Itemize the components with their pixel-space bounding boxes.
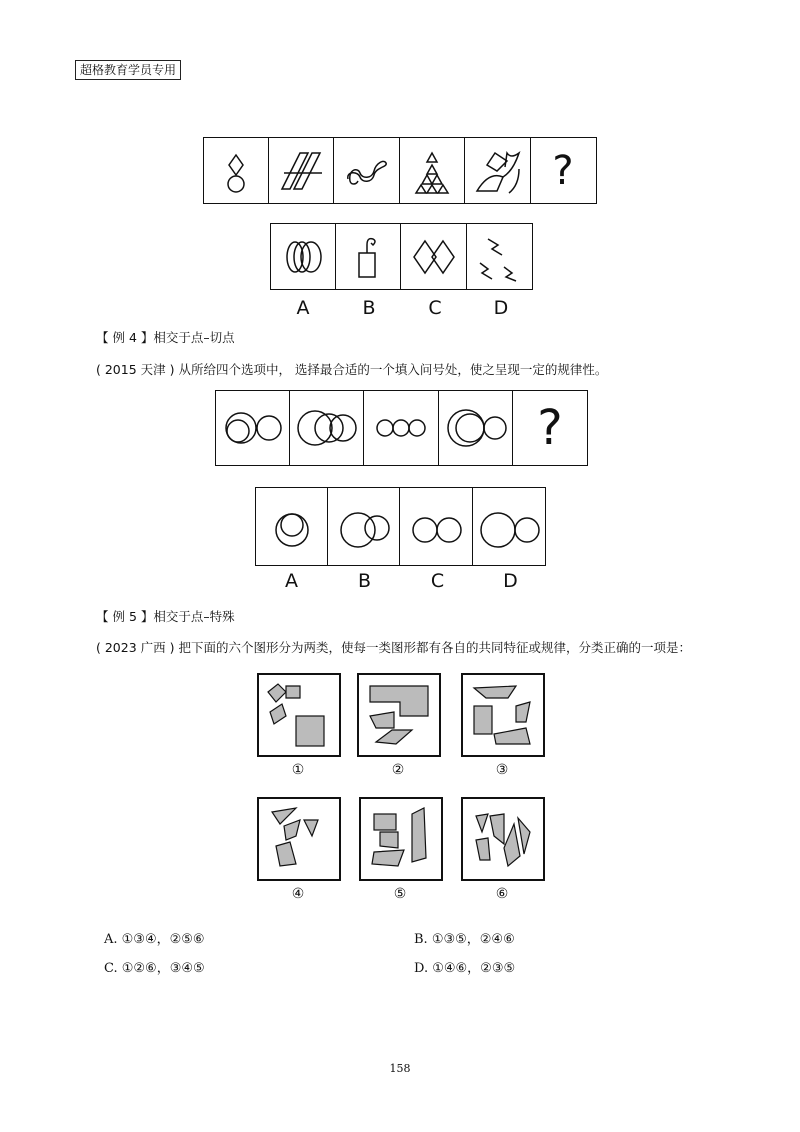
example5-figure-3 xyxy=(460,672,546,762)
example5-figure-1 xyxy=(256,672,342,762)
option-label-b: B xyxy=(362,297,376,319)
problem3-figure-2 xyxy=(268,137,335,204)
example4-question-row xyxy=(215,390,588,466)
example5-figure-6 xyxy=(460,796,546,886)
option-label-b: B xyxy=(357,570,372,592)
option-label-a: A xyxy=(296,297,310,319)
figure-label-5: ⑤ xyxy=(393,886,407,902)
problem3-option-d[interactable] xyxy=(466,223,533,290)
figure-label-3: ③ xyxy=(495,762,509,778)
question-mark: ? xyxy=(537,400,563,456)
page-number: 158 xyxy=(389,1062,411,1075)
problem3-figure-3 xyxy=(333,137,400,204)
example5-question: ( 2023 广西 ) 把下面的六个图形分为两类，使每一类图形都有各自的共同特征或规律，分类正确的一项是： xyxy=(96,640,691,655)
option-label-d: D xyxy=(503,570,518,592)
problem3-figure-5 xyxy=(464,137,531,204)
problem3-figure-4 xyxy=(399,137,466,204)
option-label-c: C xyxy=(430,570,445,592)
question-mark: ? xyxy=(552,147,574,194)
problem3-options-row xyxy=(270,223,533,290)
problem3-option-b[interactable] xyxy=(335,223,402,290)
option-label-a: A xyxy=(285,570,298,592)
choice-c[interactable]: C. ①②⑥，③④⑤ xyxy=(104,961,205,976)
problem3-option-c[interactable] xyxy=(400,223,467,290)
problem3-question-row xyxy=(203,137,597,204)
figure-label-1: ① xyxy=(291,762,305,778)
problem3-option-labels xyxy=(270,297,534,319)
option-label-c: C xyxy=(428,297,442,319)
problem3-question-cell xyxy=(530,137,597,204)
option-label-d: D xyxy=(493,297,509,319)
example5-figure-5 xyxy=(358,796,444,886)
example4-question-cell xyxy=(512,390,588,466)
problem3-figure-1 xyxy=(203,137,269,204)
example5-figure-4 xyxy=(256,796,342,886)
choice-b[interactable]: B. ①③⑤，②④⑥ xyxy=(414,932,515,947)
example4-options-row xyxy=(255,487,546,566)
header-tag: 超格教育学员专用 xyxy=(75,60,181,80)
example4-title: 【 例 4 】相交于点–切点 xyxy=(96,330,235,345)
example4-option-d[interactable] xyxy=(472,487,546,566)
choice-d[interactable]: D. ①④⑥，②③⑤ xyxy=(414,961,516,976)
example5-title: 【 例 5 】相交于点–特殊 xyxy=(96,609,235,624)
example4-figure-3 xyxy=(363,390,439,466)
example4-question: ( 2015 天津 ) 从所给四个选项中， 选择最合适的一个填入问号处，使之呈现一定的规律性。 xyxy=(96,362,608,377)
figure-label-4: ④ xyxy=(291,886,305,902)
example4-option-a[interactable] xyxy=(255,487,328,566)
example4-option-c[interactable] xyxy=(399,487,473,566)
problem3-option-a[interactable] xyxy=(270,223,336,290)
example4-figure-2 xyxy=(289,390,365,466)
example4-option-labels xyxy=(255,570,547,592)
choice-a[interactable]: A. ①③④，②⑤⑥ xyxy=(104,932,205,947)
example5-figure-2 xyxy=(356,672,442,762)
figure-label-6: ⑥ xyxy=(495,886,509,902)
example4-figure-1 xyxy=(215,390,290,466)
example4-option-b[interactable] xyxy=(327,487,401,566)
example4-figure-4 xyxy=(438,390,514,466)
figure-label-2: ② xyxy=(391,762,405,778)
